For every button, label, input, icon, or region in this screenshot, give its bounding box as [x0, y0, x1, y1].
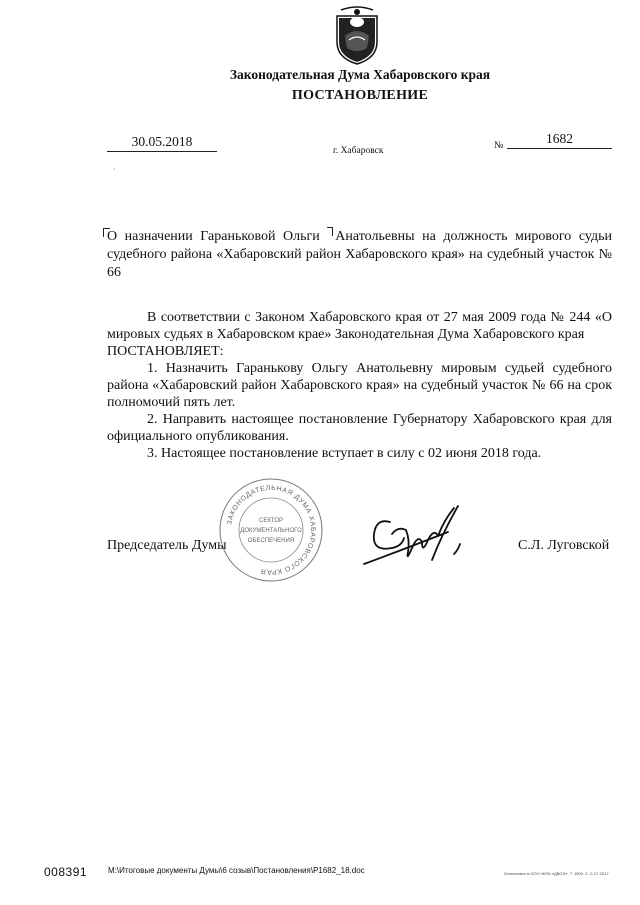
printer-note: Отпечатано в ООО «БПК «ДВОЭ». Т. 1000. З. С-17-2017 [504, 871, 609, 876]
office-stamp [218, 477, 324, 583]
document-date: 30.05.2018 [107, 134, 217, 152]
margin-mark: · [113, 165, 116, 174]
subject-part-2: Анатольевны на должность мирового судьи судебного района «Хабаровский район Хабаровского края» на судебный участок № 66 [107, 229, 612, 280]
bracket-corner-left [103, 228, 110, 237]
document-type-heading: ПОСТАНОВЛЕНИЕ [291, 88, 429, 103]
coat-of-arms-emblem [327, 2, 387, 66]
intro-paragraph: В соответствии с Законом Хабаровского края от 27 мая 2009 года № 244 «О мировых судьях в Хабаровском крае» Законодательная Дума Хабаровского края [107, 310, 612, 342]
subject-part-1: О назначении Гараньковой Ольги [107, 229, 328, 244]
signatory-position: Председатель Думы [107, 538, 227, 553]
registration-number: 008391 [44, 865, 88, 879]
organization-title: Законодательная Дума Хабаровского края [229, 67, 491, 82]
stamp-center-line-2: ДОКУМЕНТАЛЬНОГО [240, 528, 302, 534]
resolution-item-1: 1. Назначить Гаранькову Ольгу Анатольевну мировым судьей судебного района «Хабаровский район Хабаровского края» на судебный участок № 66 на срок полномочий пять лет. [107, 361, 612, 410]
document-body [107, 309, 612, 462]
signatory-name: С.Л. Луговской [518, 538, 610, 553]
document-subject [107, 227, 612, 282]
file-path: M:\Итоговые документы Думы\6 созыв\Постановления\P1682_18.doc [108, 866, 365, 875]
handwritten-signature [362, 500, 472, 575]
document-city: г. Хабаровск [333, 146, 384, 156]
stamp-center-line-1: СЕКТОР [259, 518, 283, 524]
document-number: 1682 [507, 131, 612, 149]
resolves-heading: ПОСТАНОВЛЯЕТ: [107, 344, 224, 359]
stamp-ring-text: ЗАКОНОДАТЕЛЬНАЯ ДУМА ХАБАРОВСКОГО КРАЯ [226, 484, 317, 576]
resolution-item-3: 3. Настоящее постановление вступает в силу с 02 июня 2018 года. [147, 446, 542, 461]
resolution-item-2: 2. Направить настоящее постановление Губернатору Хабаровского края для официального опубликования. [107, 412, 612, 444]
stamp-center-line-3: ОБЕСПЕЧЕНИЯ [247, 538, 295, 544]
bracket-corner-right [327, 227, 333, 236]
number-label: № [494, 140, 504, 151]
